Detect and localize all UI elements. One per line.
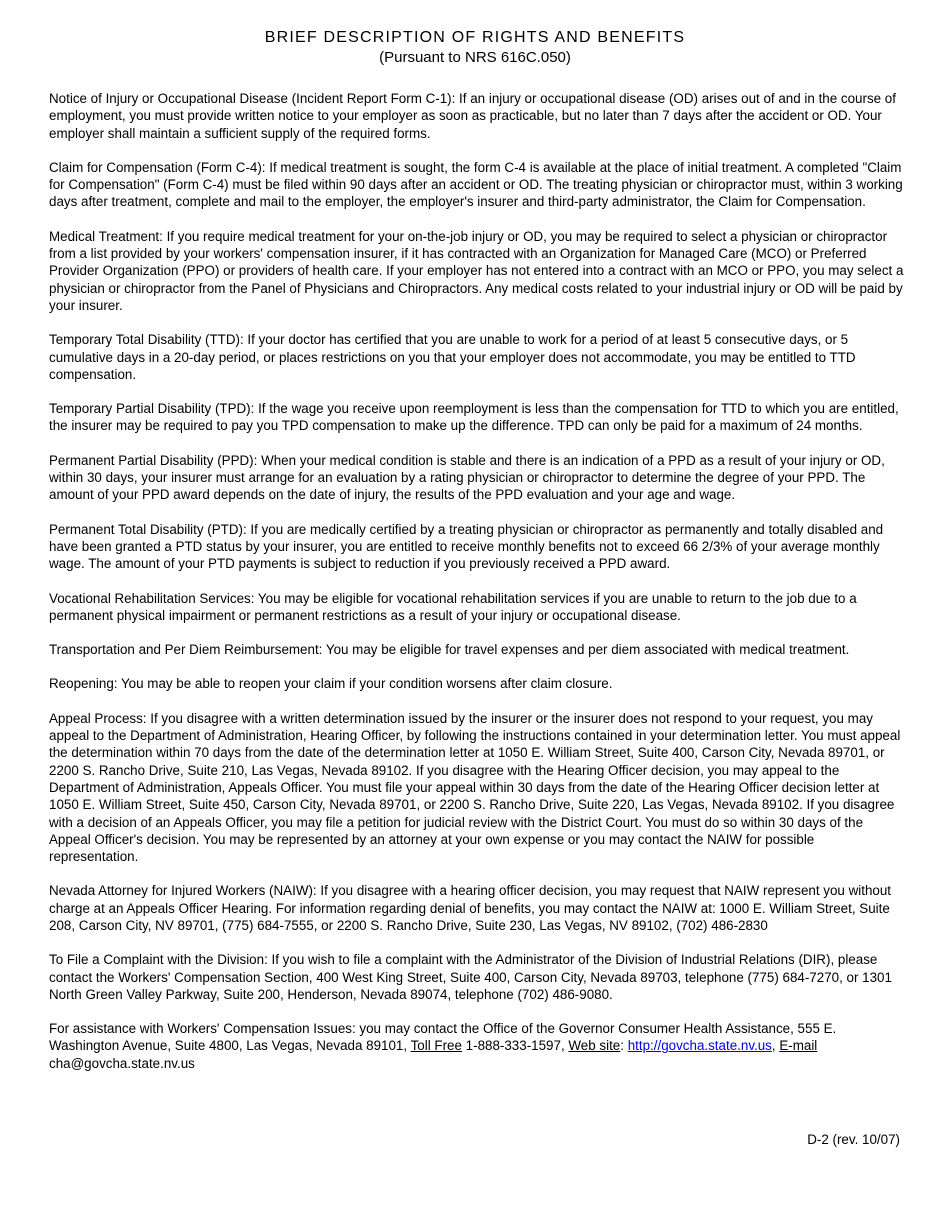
website-separator: : — [620, 1038, 628, 1054]
paragraph-medical-treatment: Medical Treatment: If you require medical treatment for your on-the-job injury or OD, you may be required to select a physician or chiropractor from a list provided by your workers' compensation insurer, if it has contracted with an Organization for Managed Care (MCO) or Preferred Provider Organization (PPO) or providers of health care. If your employer has not entered into a contract with an MCO or PPO, you may select a physician or chiropractor from the Panel of Physicians and Chiropractors. Any medical costs related to your industrial injury or OD will be paid by your insurer. — [49, 228, 904, 313]
toll-free-number: 1-888-333-1597, — [461, 1038, 569, 1054]
website-label: Web site — [568, 1038, 621, 1054]
form-code: D-2 (rev. 10/07) — [807, 1132, 900, 1147]
paragraph-file-complaint: To File a Complaint with the Division: If you wish to file a complaint with the Administrator of the Division of Industrial Relations (DIR), please contact the Workers' Compensation Section, 400 West King Street, Suite 400, Carson City, Nevada 89703, telephone (775) 684-7270, or 1301 North Green Valley Parkway, Suite 200, Henderson, Nevada 89074, telephone (702) 486-9080. — [49, 952, 892, 1002]
paragraph-temporary-partial-disability: Temporary Partial Disability (TPD): If the wage you receive upon reemployment is less than the compensation for TTD to which you are entitled, the insurer may be required to pay you TPD compensation to make up the difference. TPD can only be paid for a maximum of 24 months. — [49, 401, 899, 434]
paragraph-transportation-per-diem: Transportation and Per Diem Reimbursement: You may be eligible for travel expenses and per diem associated with medical treatment. — [49, 642, 850, 658]
toll-free-label: Toll Free — [410, 1038, 462, 1054]
paragraph-temporary-total-disability: Temporary Total Disability (TTD): If your doctor has certified that you are unable to work for a period of at least 5 consecutive days, or 5 cumulative days in a 20-day period, or places restrictions on you that your employer does not accommodate, you may be entitled to TTD compensation. — [49, 332, 856, 382]
paragraph-appeal-process: Appeal Process: If you disagree with a written determination issued by the insurer or the insurer does not respond to your request, you may appeal to the Department of Administration, Hearing Officer, by following the instructions contained in your determination letter. You must appeal the determination within 70 days from the date of the determination letter at 1050 E. William Street, Suite 400, Carson City, Nevada 89701, or 2200 S. Rancho Drive, Suite 210, Las Vegas, Nevada 89102. If you disagree with the Hearing Officer decision, you may appeal to the Department of Administration, Appeals Officer. You must file your appeal within 30 days from the date of the Hearing Officer decision letter at 1050 E. William Street, Suite 450, Carson City, Nevada 89701, or 2200 S. Rancho Drive, Suite 220, Las Vegas, Nevada 89102. If you disagree with a decision of an Appeals Officer, you may file a petition for judicial review with the District Court. You must do so within 30 days of the Appeal Officer's decision. You may be represented by an attorney at your own expense or you may contact the NAIW for possible representation. — [49, 710, 901, 865]
email-separator: , — [771, 1038, 780, 1054]
paragraph-reopening: Reopening: You may be able to reopen your claim if your condition worsens after claim closure. — [49, 676, 613, 692]
paragraph-permanent-partial-disability: Permanent Partial Disability (PPD): When your medical condition is stable and there is an indication of a PPD as a result of your injury or OD, within 30 days, your insurer must arrange for an evaluation by a rating physician or chiropractor to determine the degree of your PPD. The amount of your PPD award depends on the date of injury, the results of the PPD evaluation and your age and wage. — [49, 452, 885, 503]
website-link[interactable]: http://govcha.state.nv.us — [627, 1038, 772, 1054]
document-body — [49, 90, 905, 1072]
document-title: BRIEF DESCRIPTION OF RIGHTS AND BENEFITS — [264, 29, 686, 46]
paragraph-vocational-rehabilitation: Vocational Rehabilitation Services: You may be eligible for vocational rehabilitation services if you are unable to return to the job due to a permanent physical impairment or permanent restrictions as a result of your injury or occupational disease. — [49, 590, 857, 623]
document-header — [0, 28, 950, 68]
paragraph-assistance — [49, 1020, 905, 1072]
paragraph-claim-for-compensation: Claim for Compensation (Form C-4): If medical treatment is sought, the form C-4 is available at the place of initial treatment. A completed "Claim for Compensation" (Form C-4) must be filed within 90 days after an accident or OD. The treating physician or chiropractor must, within 3 working days after treatment, complete and mail to the employer, the employer's insurer and third-party administrator, the Claim for Compensation. — [49, 159, 903, 210]
document-subtitle: (Pursuant to NRS 616C.050) — [379, 49, 571, 66]
email-label: E-mail — [779, 1038, 818, 1054]
email-address: cha@govcha.state.nv.us — [49, 1055, 195, 1071]
paragraph-permanent-total-disability: Permanent Total Disability (PTD): If you are medically certified by a treating physician or chiropractor as permanently and totally disabled and have been granted a PTD status by your insurer, you are entitled to receive monthly benefits not to exceed 66 2/3% of your average monthly wage. The amount of your PTD payments is subject to reduction if you previously received a PPD award. — [49, 521, 884, 572]
assistance-intro: For assistance with Workers' Compensation Issues: you may contact the Office of the Governor Consumer Health Assistance, 555 E. Washington Avenue, Suite 4800, Las Vegas, Nevada 89101, — [49, 1021, 837, 1054]
paragraph-naiw: Nevada Attorney for Injured Workers (NAIW): If you disagree with a hearing officer decision, you may request that NAIW represent you without charge at an Appeals Officer Hearing. For information regarding denial of benefits, you may contact the NAIW at: 1000 E. William Street, Suite 208, Carson City, NV 89701, (775) 684-7555, or 2200 S. Rancho Drive, Suite 230, Las Vegas, NV 89102, (702) 486-2830 — [49, 883, 892, 933]
paragraph-notice-of-injury: Notice of Injury or Occupational Disease (Incident Report Form C-1): If an injury or occupational disease (OD) arises out of and in the course of employment, you must provide written notice to your employer as soon as practicable, but no later than 7 days after the accident or OD. Your employer shall maintain a sufficient supply of the required forms. — [49, 91, 896, 141]
